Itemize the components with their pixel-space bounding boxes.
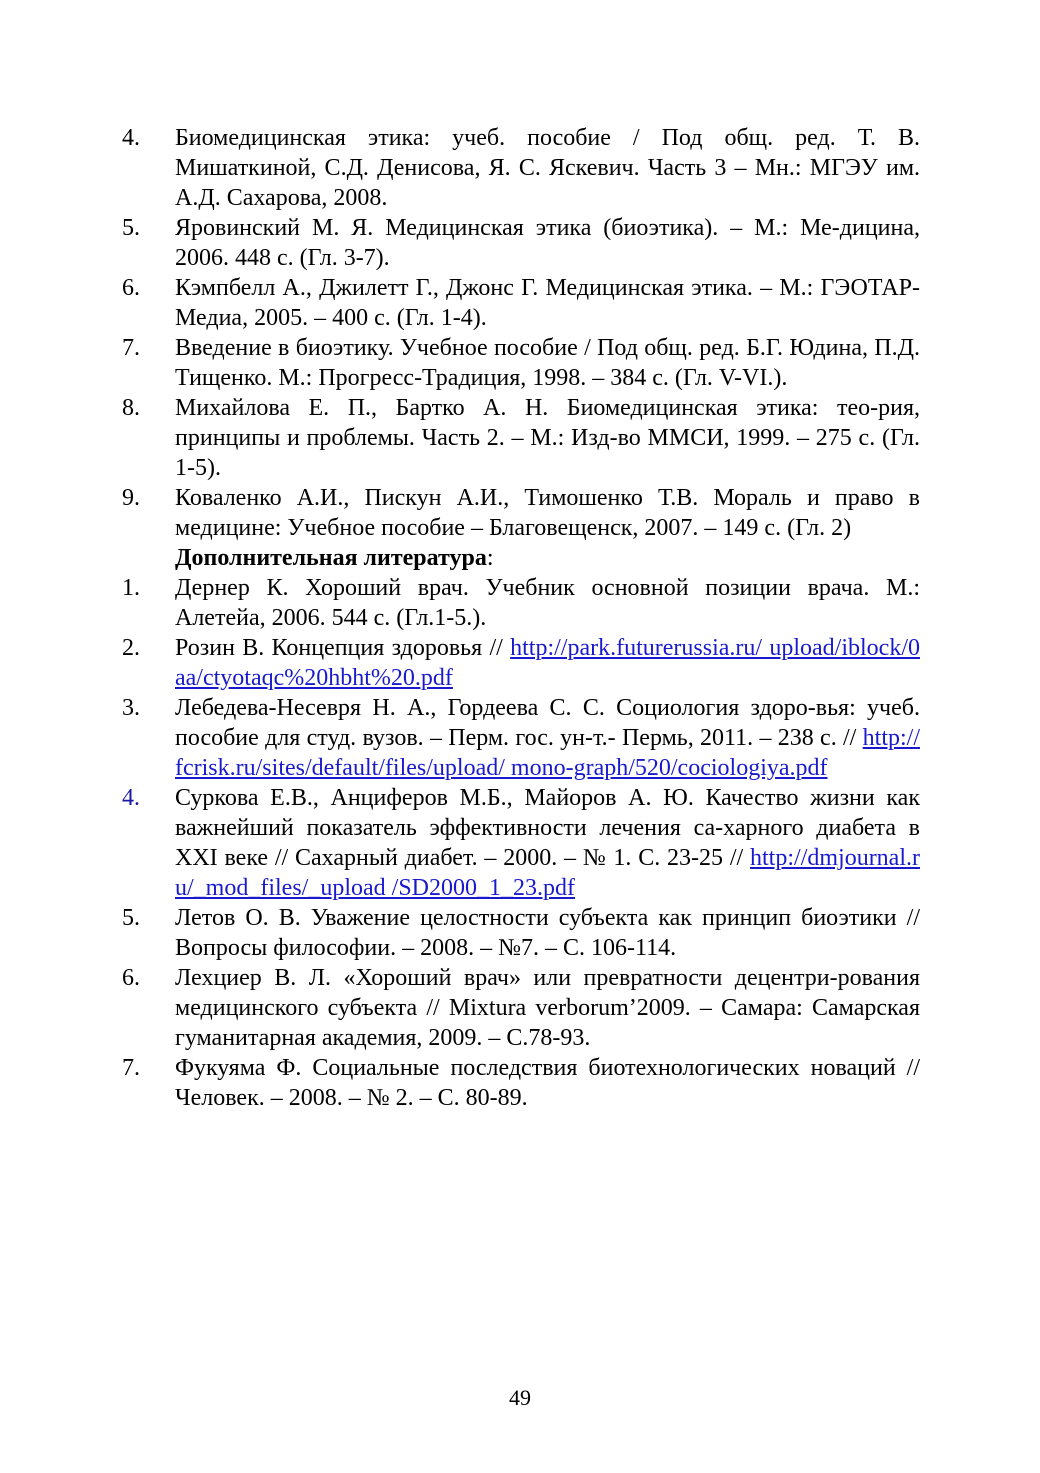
- item-number: 5.: [122, 905, 140, 931]
- section-heading: [175, 543, 920, 573]
- list-item: [122, 1053, 920, 1113]
- section-heading-label: Дополнительная литература: [175, 545, 487, 571]
- item-number: 6.: [122, 965, 140, 991]
- item-text: Летов О. В. Уважение целостности субъекта как принцип биоэтики // Вопросы философии. – 2008. – №7. – С. 106-114.: [175, 905, 920, 961]
- hyperlink[interactable]: http://dmjournal.ru/_mod_files/_upload /SD2000_1_23.pdf: [175, 845, 920, 901]
- item-number: 4.: [122, 785, 140, 811]
- item-number: 4.: [122, 125, 140, 151]
- item-text: Дернер К. Хороший врач. Учебник основной позиции врача. М.: Алетейа, 2006. 544 с. (Гл.1-5.).: [175, 575, 920, 631]
- page-number: 49: [509, 1385, 531, 1410]
- item-text: Фукуяма Ф. Социальные последствия биотехнологических новаций // Человек. – 2008. – № 2. – С. 80-89.: [175, 1055, 920, 1111]
- item-text: Михайлова Е. П., Бартко А. Н. Биомедицинская этика: тео-рия, принципы и проблемы. Часть 2. – М.: Изд-во ММСИ, 1999. – 275 с. (Гл. 1-5).: [175, 395, 920, 481]
- list-item: [122, 483, 920, 543]
- item-text: Суркова Е.В., Анциферов М.Б., Майоров А. Ю. Качество жизни как важнейший показатель эффективности лечения са-харного диабета в XXI веке // Сахарный диабет. – 2000. – № 1. С. 23-25 //: [175, 785, 920, 871]
- hyperlink[interactable]: http://park.futurerussia.ru/ upload/iblock/0aa/ctyotaqc%20hbht%20.pdf: [175, 635, 921, 691]
- list-item: [122, 273, 920, 333]
- list-item: [122, 333, 920, 393]
- item-number: 7.: [122, 1055, 140, 1081]
- item-text: Введение в биоэтику. Учебное пособие / Под общ. ред. Б.Г. Юдина, П.Д. Тищенко. М.: Прогресс-Традиция, 1998. – 384 с. (Гл. V-VI.).: [175, 335, 920, 391]
- item-number: 7.: [122, 335, 140, 361]
- list-item: [122, 123, 920, 213]
- item-text: Розин В. Концепция здоровья //: [175, 635, 511, 661]
- item-text: Лебедева-Несевря Н. А., Гордеева С. С. Социология здоро-вья: учеб. пособие для студ. вузов. – Перм. гос. ун-т.- Пермь, 2011. – 238 с. //: [175, 695, 920, 751]
- item-number: 6.: [122, 275, 140, 301]
- list-item: [122, 963, 920, 1053]
- item-text: Коваленко А.И., Пискун А.И., Тимошенко Т.В. Мораль и право в медицине: Учебное пособие – Благовещенск, 2007. – 149 с. (Гл. 2): [175, 485, 920, 541]
- list-item: [122, 393, 920, 483]
- item-text: Биомедицинская этика: учеб. пособие / Под общ. ред. Т. В. Мишаткиной, С.Д. Денисова, Я. С. Яскевич. Часть 3 – Мн.: МГЭУ им. А.Д. Сахарова, 2008.: [175, 125, 920, 211]
- list-item: [122, 573, 920, 633]
- item-number: 9.: [122, 485, 140, 511]
- item-text-wrapper: [175, 783, 920, 903]
- item-text: Кэмпбелл А., Джилетт Г., Джонс Г. Медицинская этика. – М.: ГЭОТАР-Медиа, 2005. – 400 с. (Гл. 1-4).: [175, 275, 920, 331]
- list-item: [122, 783, 920, 903]
- list-item: [122, 633, 920, 693]
- item-number: 1.: [122, 575, 140, 601]
- item-number: 2.: [122, 635, 140, 661]
- item-number: 3.: [122, 695, 140, 721]
- list-item: [122, 213, 920, 273]
- item-text: Яровинский М. Я. Медицинская этика (биоэтика). – М.: Ме-дицина, 2006. 448 с. (Гл. 3-7).: [175, 215, 920, 271]
- item-text-wrapper: [175, 693, 920, 783]
- section-heading-colon: :: [486, 545, 494, 571]
- item-text-wrapper: [175, 633, 920, 693]
- list-item: [122, 903, 920, 963]
- list-item: [122, 693, 920, 783]
- item-number: 8.: [122, 395, 140, 421]
- hyperlink[interactable]: http://fcrisk.ru/sites/default/files/upload/ mono-graph/520/cociologiya.pdf: [175, 725, 920, 781]
- item-number: 5.: [122, 215, 140, 241]
- item-text: Лехциер В. Л. «Хороший врач» или превратности децентри-рования медицинского субъекта // Mixtura verborum’2009. – Самара: Самарская гуманитарная академия, 2009. – С.78-93.: [175, 965, 920, 1051]
- bibliography: [122, 123, 920, 1113]
